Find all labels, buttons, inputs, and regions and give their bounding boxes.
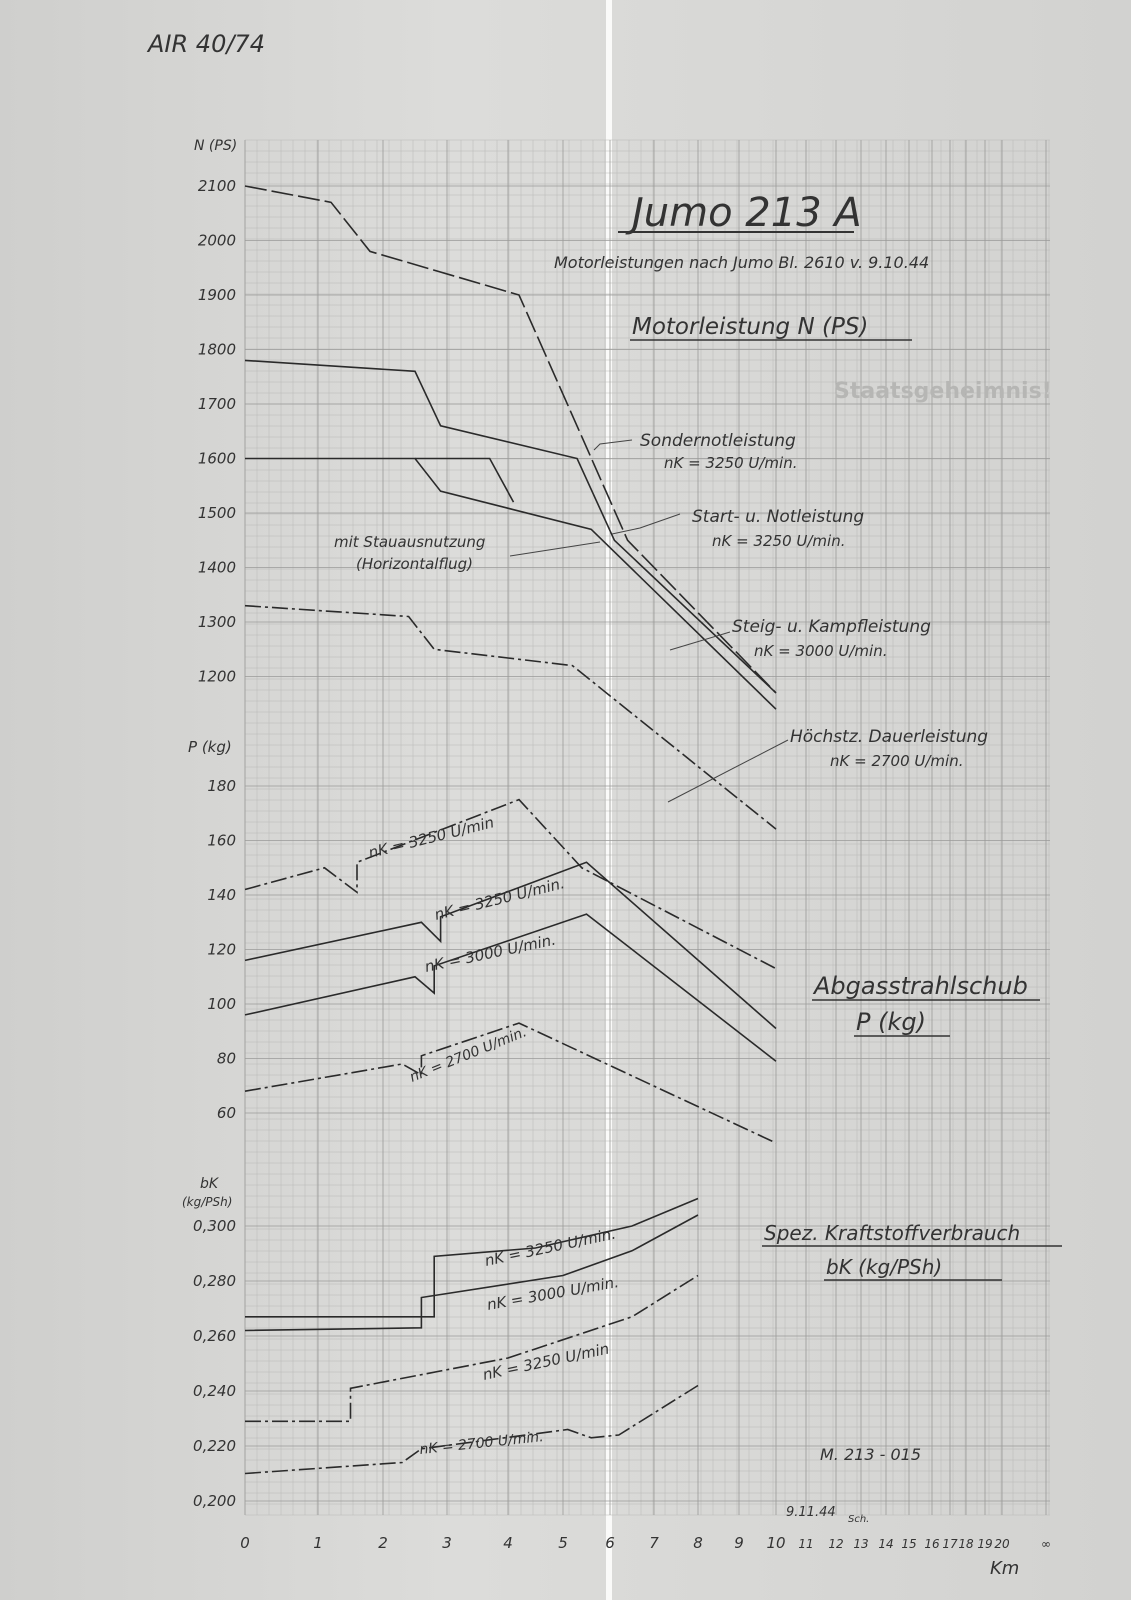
y-tick-label: 120 <box>207 940 236 959</box>
x-tick-label: 0 <box>240 1534 250 1552</box>
x-tick-label: 7 <box>649 1534 659 1552</box>
thrust-label-3: nK = 3000 U/min. <box>423 930 558 976</box>
y-tick-label: 1300 <box>197 613 236 631</box>
chart-grid <box>245 140 1050 1515</box>
y-tick-label: 0,240 <box>193 1382 236 1400</box>
leader-stau <box>510 542 600 556</box>
y-tick-label: 1700 <box>197 395 236 413</box>
y-tick-label: 1200 <box>197 667 236 686</box>
x-tick-label: 5 <box>558 1534 568 1552</box>
y-tick-label: 180 <box>207 777 236 795</box>
label-start: Start- u. Notleistung <box>692 507 865 527</box>
y-tick-label: 80 <box>216 1049 236 1068</box>
y-tick-label: 1600 <box>197 449 236 468</box>
x-tick-label: 10 <box>766 1534 786 1552</box>
x-tick-label: 13 <box>853 1537 869 1551</box>
x-tick-label: 9 <box>734 1534 744 1552</box>
bk-label-4: nK = 2700 U/min. <box>418 1429 545 1458</box>
label-stau-2: (Horizontalflug) <box>356 555 474 573</box>
chart-subtitle: Motorleistungen nach Jumo Bl. 2610 v. 9.10.44 <box>554 253 930 272</box>
leader-sondernot <box>594 440 632 450</box>
x-tick-label: 2 <box>378 1534 388 1552</box>
y-tick-label: 160 <box>207 831 236 850</box>
x-tick-label: 18 <box>958 1537 974 1551</box>
signature: Sch. <box>848 1514 870 1525</box>
x-axis-label: Km <box>990 1558 1020 1579</box>
power-axis-label: N (PS) <box>194 138 238 154</box>
y-tick-label: 1900 <box>197 286 236 304</box>
label-hoechst-rpm: nK = 2700 U/min. <box>830 752 964 770</box>
y-tick-label: 1800 <box>197 340 236 359</box>
x-tick-label: 14 <box>878 1537 894 1551</box>
drawing-number: M. 213 - 015 <box>820 1445 921 1464</box>
power-section-title: Motorleistung N (PS) <box>632 314 869 340</box>
secret-stamp: Staatsgeheimnis! <box>834 379 1052 404</box>
leader-hoechst <box>668 740 788 802</box>
x-tick-label: 12 <box>828 1537 844 1551</box>
label-stau: mit Stauausnutzung <box>334 533 486 551</box>
bk-label-1: nK = 3250 U/min. <box>483 1224 618 1270</box>
x-tick-label: 3 <box>442 1534 452 1552</box>
label-start-rpm: nK = 3250 U/min. <box>712 532 846 550</box>
bk-axis-unit: (kg/PSh) <box>182 1195 233 1209</box>
label-steig: Steig- u. Kampfleistung <box>732 617 931 637</box>
x-tick-label: 11 <box>798 1537 814 1551</box>
x-tick-label: 15 <box>901 1537 917 1551</box>
y-tick-label: 1500 <box>197 504 236 522</box>
y-tick-label: 0,200 <box>193 1492 236 1510</box>
label-steig-rpm: nK = 3000 U/min. <box>754 642 888 660</box>
bk-label-2: nK = 3000 U/min. <box>485 1273 621 1314</box>
date-sign: 9.11.44 <box>786 1505 836 1520</box>
x-tick-label: 1 <box>313 1534 323 1552</box>
y-tick-label: 2000 <box>197 231 236 250</box>
y-tick-label: 140 <box>207 886 236 904</box>
y-tick-label: 0,220 <box>193 1437 236 1455</box>
x-tick-label: 20 <box>994 1537 1010 1551</box>
bk-section-unit: bK (kg/PSh) <box>826 1255 943 1279</box>
x-tick-label: 4 <box>503 1534 513 1552</box>
y-tick-label: 0,280 <box>193 1272 236 1290</box>
thrust-section-title: Abgasstrahlschub <box>814 972 1028 1000</box>
series-line-2-0 <box>245 1199 698 1317</box>
x-tick-label: 16 <box>924 1537 940 1551</box>
x-tick-label: 19 <box>977 1537 993 1551</box>
thrust-label-4: nK = 2700 U/min. <box>407 1024 530 1086</box>
bk-label-3: nK = 3250 U/min <box>481 1339 611 1384</box>
x-tick-label: 17 <box>942 1537 958 1551</box>
y-tick-label: 2100 <box>197 177 236 195</box>
series-line-2-2 <box>245 1276 698 1422</box>
y-tick-label: 100 <box>207 995 236 1013</box>
label-sondernot: Sondernotleistung <box>640 431 796 451</box>
series-line-2-3 <box>245 1386 698 1474</box>
y-tick-label: 1400 <box>197 558 236 577</box>
leader-start <box>612 514 680 534</box>
thrust-label-2: nK = 3250 U/min. <box>432 874 567 924</box>
y-tick-label: 60 <box>216 1104 236 1122</box>
y-tick-label: 0,260 <box>193 1327 236 1345</box>
bk-section-title: Spez. Kraftstoffverbrauch <box>764 1221 1021 1245</box>
x-tick-label: 6 <box>605 1534 615 1552</box>
chart-title: Jumo 213 A <box>632 190 862 236</box>
thrust-label-1: nK = 3250 U/min <box>366 813 496 862</box>
chart-curves <box>245 186 776 1474</box>
y-tick-label: 0,300 <box>193 1217 236 1235</box>
label-hoechst: Höchstz. Dauerleistung <box>790 727 989 747</box>
series-line-0-4 <box>245 606 776 829</box>
archive-ref: AIR 40/74 <box>148 30 265 58</box>
x-tick-label: ∞ <box>1041 1537 1051 1551</box>
series-line-0-3 <box>415 459 514 503</box>
bk-axis-label: bK <box>200 1176 219 1192</box>
x-tick-label: 8 <box>693 1534 703 1552</box>
thrust-section-unit: P (kg) <box>856 1008 926 1036</box>
thrust-axis-label: P (kg) <box>188 738 232 756</box>
label-sondernot-rpm: nK = 3250 U/min. <box>664 454 798 472</box>
